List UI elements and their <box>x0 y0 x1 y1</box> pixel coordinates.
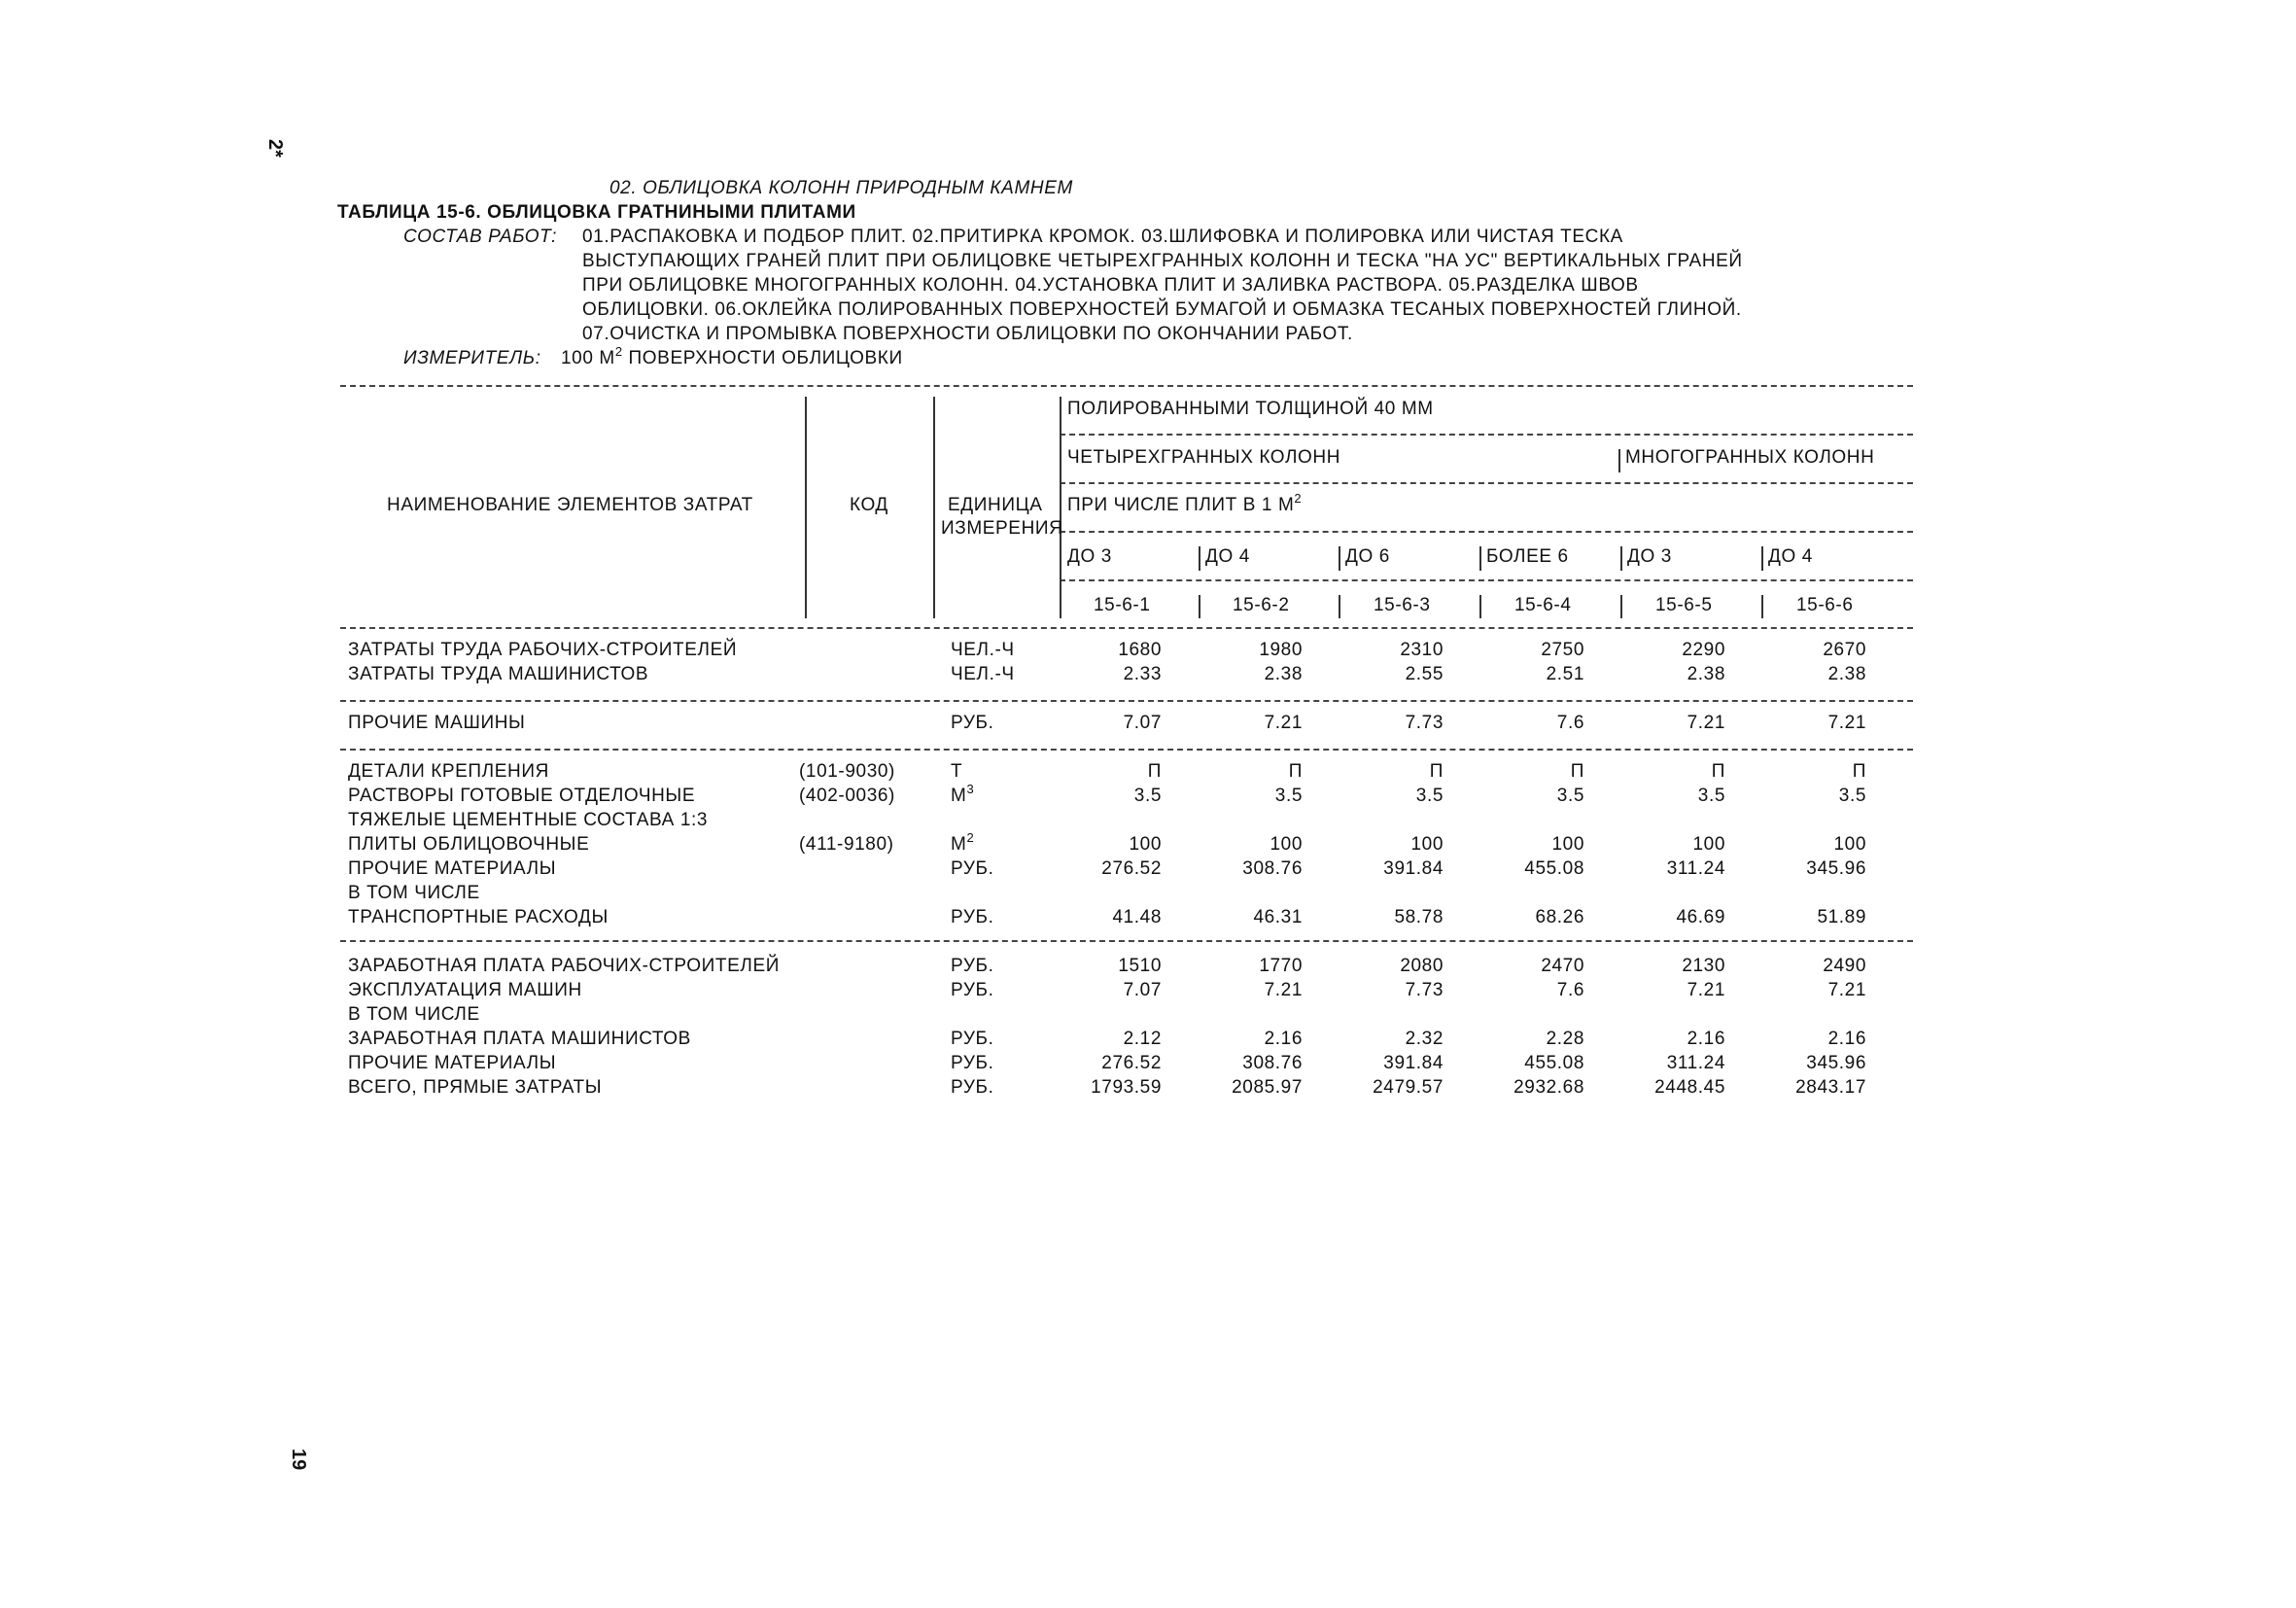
row-value: 2.51 <box>1546 664 1584 684</box>
col-divider <box>1620 546 1622 571</box>
works-line: ВЫСТУПАЮЩИХ ГРАНЕЙ ПЛИТ ПРИ ОБЛИЦОВКЕ ЧЕТЫРЕХГРАННЫХ КОЛОНН И ТЕСКА "НА УС" ВЕРТИКАЛЬНЫХ ГРАНЕЙ <box>582 251 1743 271</box>
measure-label: ИЗМЕРИТЕЛЬ: <box>403 348 541 368</box>
row-value: 1680 <box>1118 640 1162 660</box>
row-value: 2.38 <box>1264 664 1303 684</box>
row-unit-text: М <box>951 786 967 806</box>
column-code: 15-6-1 <box>1094 595 1151 615</box>
row-name: ЗАРАБОТНАЯ ПЛАТА РАБОЧИХ-СТРОИТЕЛЕЙ <box>348 956 780 976</box>
range-header: ДО 6 <box>1345 546 1390 567</box>
row-value: 2932.68 <box>1513 1077 1584 1098</box>
row-name: ЗАТРАТЫ ТРУДА РАБОЧИХ-СТРОИТЕЛЕЙ <box>348 640 738 660</box>
row-value: 46.69 <box>1676 907 1725 927</box>
row-value: П <box>1711 761 1725 782</box>
col-divider <box>1060 397 1061 618</box>
row-value: 7.21 <box>1827 980 1866 1000</box>
rule-section <box>340 940 1913 942</box>
row-unit <box>951 713 993 734</box>
row-value: 308.76 <box>1242 858 1303 879</box>
row-value: 41.48 <box>1112 907 1162 927</box>
col-divider <box>1761 546 1763 571</box>
row-unit-text: РУБ. <box>951 1077 994 1098</box>
row-value: 2085.97 <box>1232 1077 1303 1098</box>
row-value: 7.07 <box>1123 980 1162 1000</box>
row-unit-text: РУБ. <box>951 907 994 927</box>
row-value: 345.96 <box>1806 858 1866 879</box>
row-name: ЭКСПЛУАТАЦИЯ МАШИН <box>348 980 582 1000</box>
row-name: ТРАНСПОРТНЫЕ РАСХОДЫ <box>348 907 609 927</box>
row-value: 455.08 <box>1524 858 1584 879</box>
plates-header: ПРИ ЧИСЛЕ ПЛИТ В 1 $М^2$ <box>1067 491 1303 515</box>
row-value: 3.5 <box>1133 786 1162 806</box>
row-unit-text: Т <box>951 761 963 782</box>
row-value: П <box>1852 761 1866 782</box>
row-value: 2.38 <box>1827 664 1866 684</box>
row-value: 2310 <box>1400 640 1444 660</box>
row-value: 2.32 <box>1405 1029 1444 1049</box>
row-value: 7.6 <box>1556 980 1584 1000</box>
row-value: 2080 <box>1400 956 1444 976</box>
row-value: 100 <box>1692 834 1725 855</box>
col-divider <box>1761 595 1763 618</box>
rule-head <box>1060 434 1913 436</box>
row-value: 46.31 <box>1253 907 1303 927</box>
row-value: 2750 <box>1541 640 1584 660</box>
works-line: 07.ОЧИСТКА И ПРОМЫВКА ПОВЕРХНОСТИ ОБЛИЦОВКИ ПО ОКОНЧАНИИ РАБОТ. <box>582 324 1353 344</box>
row-name: ПРОЧИЕ МАШИНЫ <box>348 713 526 733</box>
range-header: ДО 3 <box>1627 546 1672 567</box>
row-value: 3.5 <box>1274 786 1303 806</box>
column-code: 15-6-2 <box>1233 595 1290 615</box>
row-value: 2130 <box>1682 956 1725 976</box>
row-unit <box>951 1077 993 1099</box>
rule-top <box>340 385 1913 387</box>
works-label: СОСТАВ РАБОТ: <box>403 227 558 247</box>
row-name: ДЕТАЛИ КРЕПЛЕНИЯ <box>348 761 549 782</box>
row-value: 7.21 <box>1687 980 1725 1000</box>
row-value: 308.76 <box>1242 1053 1303 1073</box>
row-value: 311.24 <box>1666 1053 1725 1073</box>
row-value: 2.38 <box>1687 664 1725 684</box>
sheet-mark: 2* <box>264 139 286 157</box>
row-code: (402-0036) <box>799 786 895 806</box>
works-line: ОБЛИЦОВКИ. 06.ОКЛЕЙКА ПОЛИРОВАННЫХ ПОВЕРХНОСТЕЙ БУМАГОЙ И ОБМАЗКА ТЕСАНЫХ ПОВЕРХНОСТЕЙ ГЛИНОЙ. <box>582 299 1742 320</box>
row-value: 100 <box>1551 834 1584 855</box>
col-code-header: КОД <box>850 495 888 515</box>
row-value: 51.89 <box>1817 907 1866 927</box>
row-unit <box>951 1053 993 1074</box>
column-code: 15-6-4 <box>1514 595 1572 615</box>
col-unit-header: ЕДИНИЦА <box>948 495 1043 515</box>
col-divider <box>1618 449 1620 472</box>
row-value: 391.84 <box>1383 1053 1444 1073</box>
row-value: 3.5 <box>1556 786 1584 806</box>
row-value: 391.84 <box>1383 858 1444 879</box>
row-name: ВСЕГО, ПРЯМЫЕ ЗАТРАТЫ <box>348 1077 603 1098</box>
section-title: 02. ОБЛИЦОВКА КОЛОНН ПРИРОДНЫМ КАМНЕМ <box>609 178 1073 198</box>
col-divider <box>1199 546 1200 571</box>
row-value: 7.21 <box>1264 713 1303 733</box>
rule-head <box>1060 482 1913 484</box>
row-unit-exponent: 2 <box>966 830 975 845</box>
row-value: 2.55 <box>1405 664 1444 684</box>
row-unit <box>951 956 993 977</box>
table-title: ТАБЛИЦА 15-6. ОБЛИЦОВКА ГРАТНИНЫМИ ПЛИТАМИ <box>337 202 856 223</box>
col-divider <box>1620 595 1622 618</box>
col-divider <box>1339 546 1340 571</box>
row-value: 2.16 <box>1827 1029 1866 1049</box>
row-value: 7.07 <box>1123 713 1162 733</box>
row-name: ПЛИТЫ ОБЛИЦОВОЧНЫЕ <box>348 834 590 855</box>
row-value: 58.78 <box>1394 907 1444 927</box>
row-name: ТЯЖЕЛЫЕ ЦЕМЕНТНЫЕ СОСТАВА 1:3 <box>348 810 709 830</box>
works-line: 01.РАСПАКОВКА И ПОДБОР ПЛИТ. 02.ПРИТИРКА КРОМОК. 03.ШЛИФОВКА И ПОЛИРОВКА ИЛИ ЧИСТАЯ ТЕСКА <box>582 227 1623 247</box>
row-value: 311.24 <box>1666 858 1725 879</box>
measure-value: 100 $М^2$ ПОВЕРХНОСТИ ОБЛИЦОВКИ <box>561 344 903 368</box>
row-value: 2.16 <box>1687 1029 1725 1049</box>
row-value: 2479.57 <box>1373 1077 1444 1098</box>
row-value: П <box>1429 761 1444 782</box>
row-unit-text: ЧЕЛ.-Ч <box>951 640 1015 660</box>
row-value: 1980 <box>1259 640 1303 660</box>
row-unit <box>951 664 1015 685</box>
row-value: 7.21 <box>1264 980 1303 1000</box>
rule-section <box>340 749 1913 751</box>
row-unit-text: РУБ. <box>951 1053 994 1073</box>
row-value: 2470 <box>1541 956 1584 976</box>
row-value: 2448.45 <box>1654 1077 1725 1098</box>
row-value: 1793.59 <box>1091 1077 1162 1098</box>
row-unit <box>951 858 993 880</box>
range-header: ДО 4 <box>1768 546 1813 567</box>
row-unit-text: РУБ. <box>951 713 994 733</box>
group-header: ПОЛИРОВАННЫМИ ТОЛЩИНОЙ 40 ММ <box>1067 399 1434 419</box>
row-value: 2.16 <box>1264 1029 1303 1049</box>
row-code: (101-9030) <box>799 761 895 782</box>
row-value: 1770 <box>1259 956 1303 976</box>
row-value: 2670 <box>1823 640 1866 660</box>
row-value: 3.5 <box>1415 786 1444 806</box>
works-line: ПРИ ОБЛИЦОВКЕ МНОГОГРАННЫХ КОЛОНН. 04.УСТАНОВКА ПЛИТ И ЗАЛИВКА РАСТВОРА. 05.РАЗДЕЛКА ШВОВ <box>582 275 1639 296</box>
row-value: 2.12 <box>1123 1029 1162 1049</box>
row-unit-text: РУБ. <box>951 956 994 976</box>
row-value: 1510 <box>1118 956 1162 976</box>
row-name: ПРОЧИЕ МАТЕРИАЛЫ <box>348 1053 557 1073</box>
row-value: 345.96 <box>1806 1053 1866 1073</box>
row-name: ЗАТРАТЫ ТРУДА МАШИНИСТОВ <box>348 664 649 684</box>
row-value: 2.33 <box>1123 664 1162 684</box>
row-unit <box>951 980 993 1001</box>
row-value: 2290 <box>1682 640 1725 660</box>
column-code: 15-6-5 <box>1655 595 1713 615</box>
col-divider <box>805 397 807 618</box>
row-unit-text: ЧЕЛ.-Ч <box>951 664 1015 684</box>
row-unit-text: РУБ. <box>951 980 994 1000</box>
row-name: В ТОМ ЧИСЛЕ <box>348 883 480 903</box>
col-divider <box>933 397 935 618</box>
col-name-header: НАИМЕНОВАНИЕ ЭЛЕМЕНТОВ ЗАТРАТ <box>387 495 753 515</box>
row-value: 7.6 <box>1556 713 1584 733</box>
row-value: П <box>1288 761 1303 782</box>
page-number: 19 <box>288 1449 309 1471</box>
row-value: 2.28 <box>1546 1029 1584 1049</box>
row-unit <box>951 640 1015 661</box>
row-unit-text: РУБ. <box>951 858 994 879</box>
row-value: 2843.17 <box>1795 1077 1866 1098</box>
row-value: 7.73 <box>1405 713 1444 733</box>
subgroup-b-header: МНОГОГРАННЫХ КОЛОНН <box>1625 447 1875 468</box>
row-unit <box>951 782 975 807</box>
col-divider <box>1479 546 1481 571</box>
range-header: БОЛЕЕ 6 <box>1486 546 1569 567</box>
row-unit-text: РУБ. <box>951 1029 994 1049</box>
row-value: 100 <box>1129 834 1162 855</box>
row-value: 455.08 <box>1524 1053 1584 1073</box>
row-name: ПРОЧИЕ МАТЕРИАЛЫ <box>348 858 557 879</box>
row-code: (411-9180) <box>799 834 894 855</box>
col-divider <box>1339 595 1340 618</box>
row-unit <box>951 907 993 928</box>
row-name: В ТОМ ЧИСЛЕ <box>348 1004 480 1025</box>
col-divider <box>1479 595 1481 618</box>
row-value: 276.52 <box>1101 1053 1162 1073</box>
subgroup-a-header: ЧЕТЫРЕХГРАННЫХ КОЛОНН <box>1067 447 1341 468</box>
column-code: 15-6-3 <box>1374 595 1431 615</box>
rule-head-bottom <box>340 627 1913 629</box>
column-code: 15-6-6 <box>1796 595 1854 615</box>
row-value: П <box>1147 761 1162 782</box>
range-header: ДО 4 <box>1205 546 1250 567</box>
row-unit-exponent: 3 <box>966 782 975 796</box>
row-name: ЗАРАБОТНАЯ ПЛАТА МАШИНИСТОВ <box>348 1029 691 1049</box>
row-value: 68.26 <box>1535 907 1584 927</box>
row-value: 3.5 <box>1697 786 1725 806</box>
rule-head <box>1060 579 1913 581</box>
row-name: РАСТВОРЫ ГОТОВЫЕ ОТДЕЛОЧНЫЕ <box>348 786 696 806</box>
rule-head <box>1060 531 1913 533</box>
row-value: 7.73 <box>1405 980 1444 1000</box>
row-unit-text: М <box>951 834 967 855</box>
row-value: 100 <box>1833 834 1866 855</box>
row-value: 7.21 <box>1827 713 1866 733</box>
rule-section <box>340 700 1913 702</box>
row-value: 2490 <box>1823 956 1866 976</box>
col-unit-header-2: ИЗМЕРЕНИЯ <box>941 518 1063 539</box>
row-value: 276.52 <box>1101 858 1162 879</box>
row-unit <box>951 761 962 783</box>
row-value: 3.5 <box>1838 786 1866 806</box>
row-value: П <box>1570 761 1584 782</box>
col-divider <box>1199 595 1200 618</box>
range-header: ДО 3 <box>1067 546 1112 567</box>
row-value: 7.21 <box>1687 713 1725 733</box>
row-value: 100 <box>1410 834 1444 855</box>
row-unit <box>951 1029 993 1050</box>
row-unit <box>951 830 975 856</box>
row-value: 100 <box>1270 834 1303 855</box>
